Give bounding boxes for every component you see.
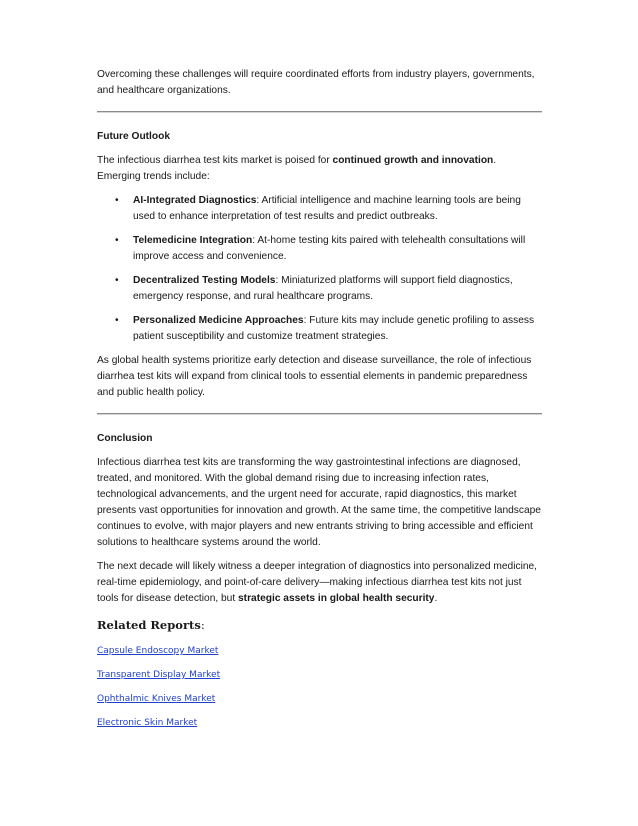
list-item [97,233,542,265]
list-item [97,273,542,305]
document-content [97,67,542,741]
section-divider [97,413,542,415]
section-divider [97,111,542,113]
list-item [97,313,542,345]
trend-title: AI-Integrated Diagnostics [133,195,257,206]
report-link-ophthalmic-knives[interactable]: Ophthalmic Knives Market [97,694,216,704]
trend-text: : Miniaturized platforms will support field diagnostics, emergency response, and rural healthcare programs. [133,275,513,302]
bullet-icon: • [115,275,119,286]
future-outlook-closing: As global health systems prioritize early detection and disease surveillance, the role of infectious diarrhea test kits will expand from clinical tools to essential elements in pandemic preparedness and public health policy. [97,355,532,398]
bullet-icon: • [115,195,119,206]
conclusion-paragraph-2 [97,559,542,607]
related-reports-heading-text: Related Reports [97,618,201,632]
future-outlook-lead [97,153,542,185]
conclusion-paragraph-2-start: The next decade will likely witness a deeper integration of diagnostics into personalized medicine, real-time epidemiology, and point-of-care delivery—making infectious diarrhea test kits not just tools for disease detection, but [97,561,538,604]
related-reports-heading-colon: : [200,618,205,632]
intro-paragraph: Overcoming these challenges will require coordinated efforts from industry players, governments, and healthcare organizations. [97,69,535,96]
conclusion-paragraph-2-emphasis: strategic assets in global health security [238,593,435,604]
related-reports-heading [97,617,542,633]
conclusion-heading: Conclusion [97,433,153,444]
trends-list [97,193,542,345]
report-link-capsule-endoscopy[interactable]: Capsule Endoscopy Market [97,646,219,656]
list-item [97,193,542,225]
report-link-transparent-display[interactable]: Transparent Display Market [97,670,221,680]
trend-title: Telemedicine Integration [133,235,253,246]
trend-text: : At-home testing kits paired with telehealth consultations will improve access and convenience. [133,235,526,262]
report-link-electronic-skin[interactable]: Electronic Skin Market [97,718,198,728]
trend-title: Decentralized Testing Models [133,275,276,286]
conclusion-paragraph-2-end: . [434,593,438,604]
future-outlook-heading: Future Outlook [97,131,171,142]
future-outlook-lead-emphasis: continued growth and innovation [332,155,494,166]
bullet-icon: • [115,235,119,246]
conclusion-paragraph-1: Infectious diarrhea test kits are transforming the way gastrointestinal infections are diagnosed, treated, and monitored. With the global demand rising due to increasing infection rates, technological advancements, and the urgent need for accurate, rapid diagnostics, this market presents vast opportunities for innovation and growth. At the same time, the competitive landscape continues to evolve, with major players and new entrants striving to bring accessible and efficient solutions to healthcare systems around the world. [97,457,541,548]
future-outlook-lead-start: The infectious diarrhea test kits market is poised for [97,155,333,166]
bullet-icon: • [115,315,119,326]
future-outlook-lead-end: . Emerging trends include: [97,155,497,182]
trend-text: : Future kits may include genetic profiling to assess patient susceptibility and customize treatment strategies. [133,315,535,342]
trend-text: : Artificial intelligence and machine learning tools are being used to enhance interpretation of test results and predict outbreaks. [133,195,521,222]
trend-title: Personalized Medicine Approaches [133,315,304,326]
